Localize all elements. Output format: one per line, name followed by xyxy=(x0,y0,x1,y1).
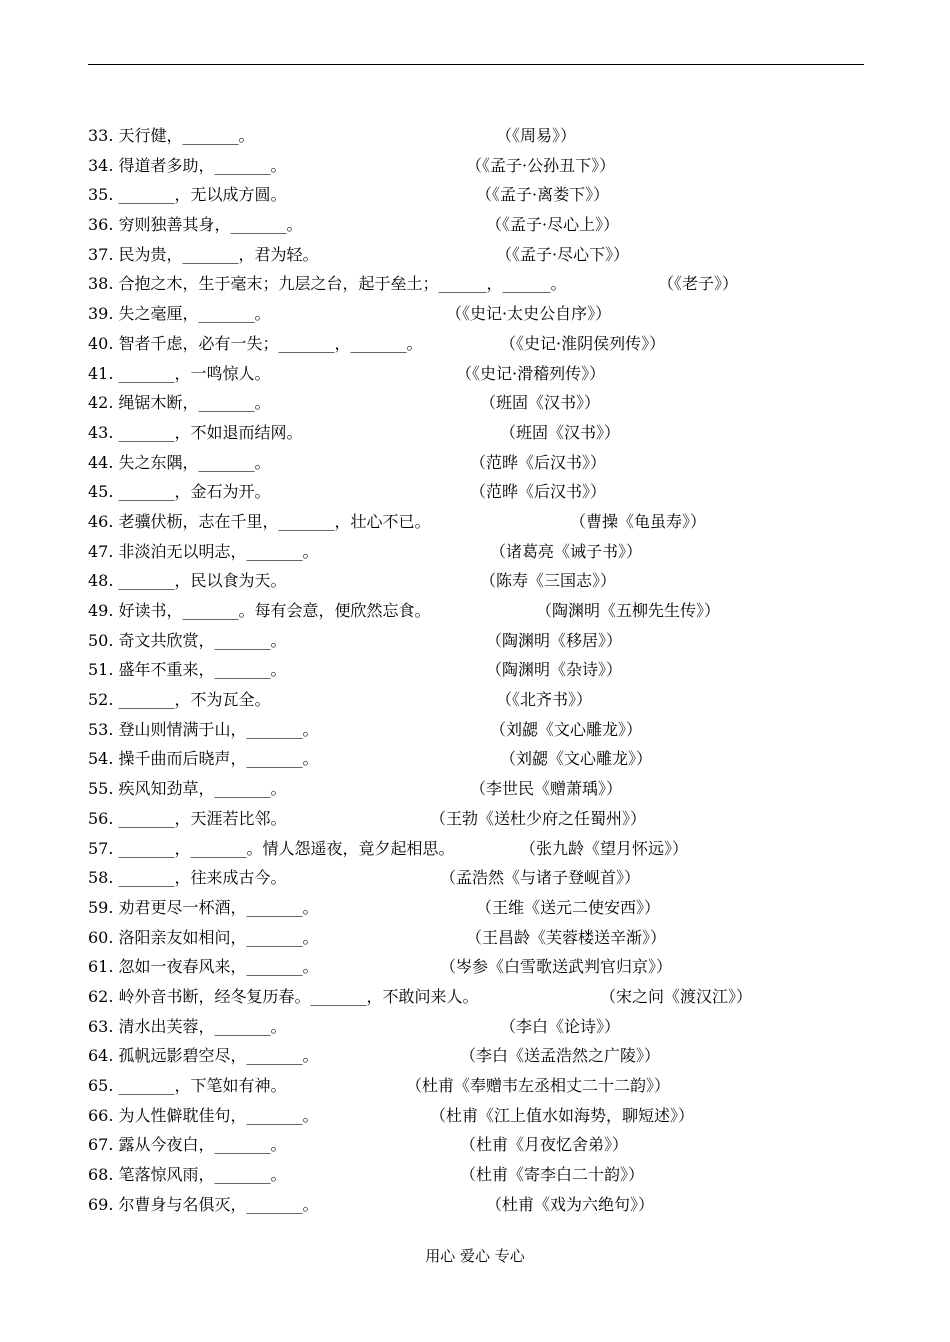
quote-item xyxy=(88,774,864,804)
quote-text: 47. 非淡泊无以明志，_______。 xyxy=(88,541,319,561)
quote-source: （杜甫《月夜忆舍弟》） xyxy=(460,1135,629,1155)
quote-source: （《孟子·尽心上》） xyxy=(486,215,620,235)
quote-source: （宋之问《渡汉江》） xyxy=(600,986,753,1006)
quote-source: （杜甫《寄李白二十韵》） xyxy=(460,1165,645,1185)
quote-text: 33. 天行健，_______。 xyxy=(88,126,255,145)
quote-text: 45. _______，金石为开。 xyxy=(88,482,271,502)
quote-source: （《孟子·尽心下》） xyxy=(496,244,630,264)
quote-source: （王昌龄《芙蓉楼送辛渐》） xyxy=(466,927,667,947)
quote-source: （《孟子·离娄下》） xyxy=(476,185,610,205)
quote-text: 40. 智者千虑，必有一失；_______，_______。 xyxy=(88,333,423,353)
quote-source: （陶渊明《移居》） xyxy=(486,630,623,650)
quote-item xyxy=(88,685,864,715)
quote-text: 60. 洛阳亲友如相问，_______。 xyxy=(88,927,319,947)
quote-item xyxy=(88,1130,864,1160)
quote-item xyxy=(88,359,864,389)
quote-source: （《周易》） xyxy=(496,126,577,145)
quote-item xyxy=(88,893,864,923)
quote-item xyxy=(88,715,864,745)
quote-item xyxy=(88,180,864,210)
quote-source: （李白《论诗》） xyxy=(500,1016,621,1036)
quote-text: 36. 穷则独善其身，_______。 xyxy=(88,215,303,235)
quote-text: 68. 笔落惊风雨，_______。 xyxy=(88,1165,287,1185)
quote-source: （范晔《后汉书》） xyxy=(470,452,607,472)
quote-text: 63. 清水出芙蓉，_______。 xyxy=(88,1016,287,1036)
quote-item xyxy=(88,240,864,270)
quote-source: （曹操《龟虽寿》） xyxy=(570,511,707,531)
quote-item xyxy=(88,982,864,1012)
quote-source: （杜甫《戏为六绝句》） xyxy=(486,1194,655,1214)
quote-item xyxy=(88,1160,864,1190)
quote-text: 56. _______，天涯若比邻。 xyxy=(88,808,287,828)
quote-source: （范晔《后汉书》） xyxy=(470,482,607,502)
quote-text: 52. _______，不为瓦全。 xyxy=(88,690,271,710)
quote-source: （《史记·太史公自序》） xyxy=(446,304,612,324)
quote-text: 64. 孤帆远影碧空尽，_______。 xyxy=(88,1046,319,1066)
quote-text: 42. 绳锯木断，_______。 xyxy=(88,393,271,413)
quote-item xyxy=(88,1190,864,1220)
quote-text: 59. 劝君更尽一杯酒，_______。 xyxy=(88,897,319,917)
quote-source: （《北齐书》） xyxy=(496,690,593,710)
quote-item xyxy=(88,151,864,181)
quote-source: （诸葛亮《诫子书》） xyxy=(490,541,643,561)
quote-source: （李世民《赠萧瑀》） xyxy=(470,779,623,799)
quote-text: 35. _______，无以成方圆。 xyxy=(88,185,287,205)
quote-item xyxy=(88,537,864,567)
quote-item xyxy=(88,626,864,656)
quote-list xyxy=(88,121,864,1219)
quote-source: （岑参《白雪歌送武判官归京》） xyxy=(440,957,673,977)
quote-text: 37. 民为贵，_______，君为轻。 xyxy=(88,244,319,264)
quote-text: 61. 忽如一夜春风来，_______。 xyxy=(88,957,319,977)
quote-text: 41. _______，一鸣惊人。 xyxy=(88,363,271,383)
quote-source: （《史记·滑稽列传》） xyxy=(456,363,606,383)
quote-text: 54. 操千曲而后晓声，_______。 xyxy=(88,749,319,769)
quote-item xyxy=(88,804,864,834)
quote-source: （《老子》） xyxy=(658,274,739,294)
quote-text: 46. 老骥伏枥，志在千里，_______，壮心不已。 xyxy=(88,511,431,531)
quote-text: 38. 合抱之木，生于毫末；九层之台，起于垒土；______，______。 xyxy=(88,274,567,294)
quote-item xyxy=(88,863,864,893)
quote-item xyxy=(88,448,864,478)
quote-item xyxy=(88,596,864,626)
quote-text: 69. 尔曹身与名俱灭，_______。 xyxy=(88,1194,319,1214)
quote-text: 62. 岭外音书断，经冬复历春。_______，不敢问来人。 xyxy=(88,986,479,1006)
quote-item xyxy=(88,507,864,537)
quote-text: 39. 失之毫厘，_______。 xyxy=(88,304,271,324)
quote-text: 43. _______，不如退而结网。 xyxy=(88,422,303,442)
quote-item xyxy=(88,121,864,151)
quote-source: （王维《送元二使安西》） xyxy=(476,897,661,917)
quote-source: （《史记·淮阴侯列传》） xyxy=(500,333,666,353)
quote-source: （杜甫《江上值水如海势，聊短述》） xyxy=(430,1105,695,1125)
page-footer: 用心 爱心 专心 xyxy=(425,1247,525,1265)
quote-item xyxy=(88,477,864,507)
quote-text: 66. 为人性僻耽佳句，_______。 xyxy=(88,1105,319,1125)
quote-text: 57. _______，_______。情人怨遥夜，竟夕起相思。 xyxy=(88,838,455,858)
quote-source: （张九龄《望月怀远》） xyxy=(520,838,689,858)
quote-item xyxy=(88,388,864,418)
quote-item xyxy=(88,1012,864,1042)
quote-text: 50. 奇文共欣赏，_______。 xyxy=(88,630,287,650)
quote-item xyxy=(88,418,864,448)
quote-item xyxy=(88,299,864,329)
quote-text: 51. 盛年不重来，_______。 xyxy=(88,660,287,680)
header-rule xyxy=(88,64,864,65)
quote-item xyxy=(88,1071,864,1101)
quote-source: （陶渊明《五柳先生传》） xyxy=(536,601,721,620)
quote-source: （王勃《送杜少府之任蜀州》） xyxy=(430,808,647,828)
quote-item xyxy=(88,1041,864,1071)
quote-text: 48. _______，民以食为天。 xyxy=(88,571,287,591)
quote-text: 55. 疾风知劲草，_______。 xyxy=(88,779,287,799)
quote-text: 44. 失之东隅，_______。 xyxy=(88,452,271,472)
quote-source: （杜甫《奉赠韦左丞相丈二十二韵》） xyxy=(406,1076,671,1095)
quote-source: （《孟子·公孙丑下》） xyxy=(466,155,616,175)
quote-source: （孟浩然《与诸子登岘首》） xyxy=(440,868,641,888)
quote-source: （班固《汉书》） xyxy=(500,422,621,442)
quote-text: 34. 得道者多助，_______。 xyxy=(88,155,287,175)
quote-text: 58. _______，往来成古今。 xyxy=(88,868,287,888)
quote-item xyxy=(88,1101,864,1131)
quote-item xyxy=(88,655,864,685)
quote-text: 65. _______，下笔如有神。 xyxy=(88,1076,287,1095)
quote-text: 67. 露从今夜白，_______。 xyxy=(88,1135,287,1155)
quote-item xyxy=(88,210,864,240)
quote-source: （刘勰《文心雕龙》） xyxy=(490,719,643,739)
quote-source: （刘勰《文心雕龙》） xyxy=(500,749,653,769)
quote-item xyxy=(88,744,864,774)
quote-source: （陶渊明《杂诗》） xyxy=(486,660,623,680)
quote-source: （班固《汉书》） xyxy=(480,393,601,413)
quote-source: （李白《送孟浩然之广陵》） xyxy=(460,1046,661,1066)
quote-text: 53. 登山则情满于山，_______。 xyxy=(88,719,319,739)
quote-source: （陈寿《三国志》） xyxy=(480,571,617,591)
quote-item xyxy=(88,923,864,953)
quote-item xyxy=(88,329,864,359)
quote-item xyxy=(88,566,864,596)
quote-text: 49. 好读书，_______。每有会意，便欣然忘食。 xyxy=(88,601,431,620)
quote-item xyxy=(88,834,864,864)
quote-item xyxy=(88,269,864,299)
quote-item xyxy=(88,952,864,982)
